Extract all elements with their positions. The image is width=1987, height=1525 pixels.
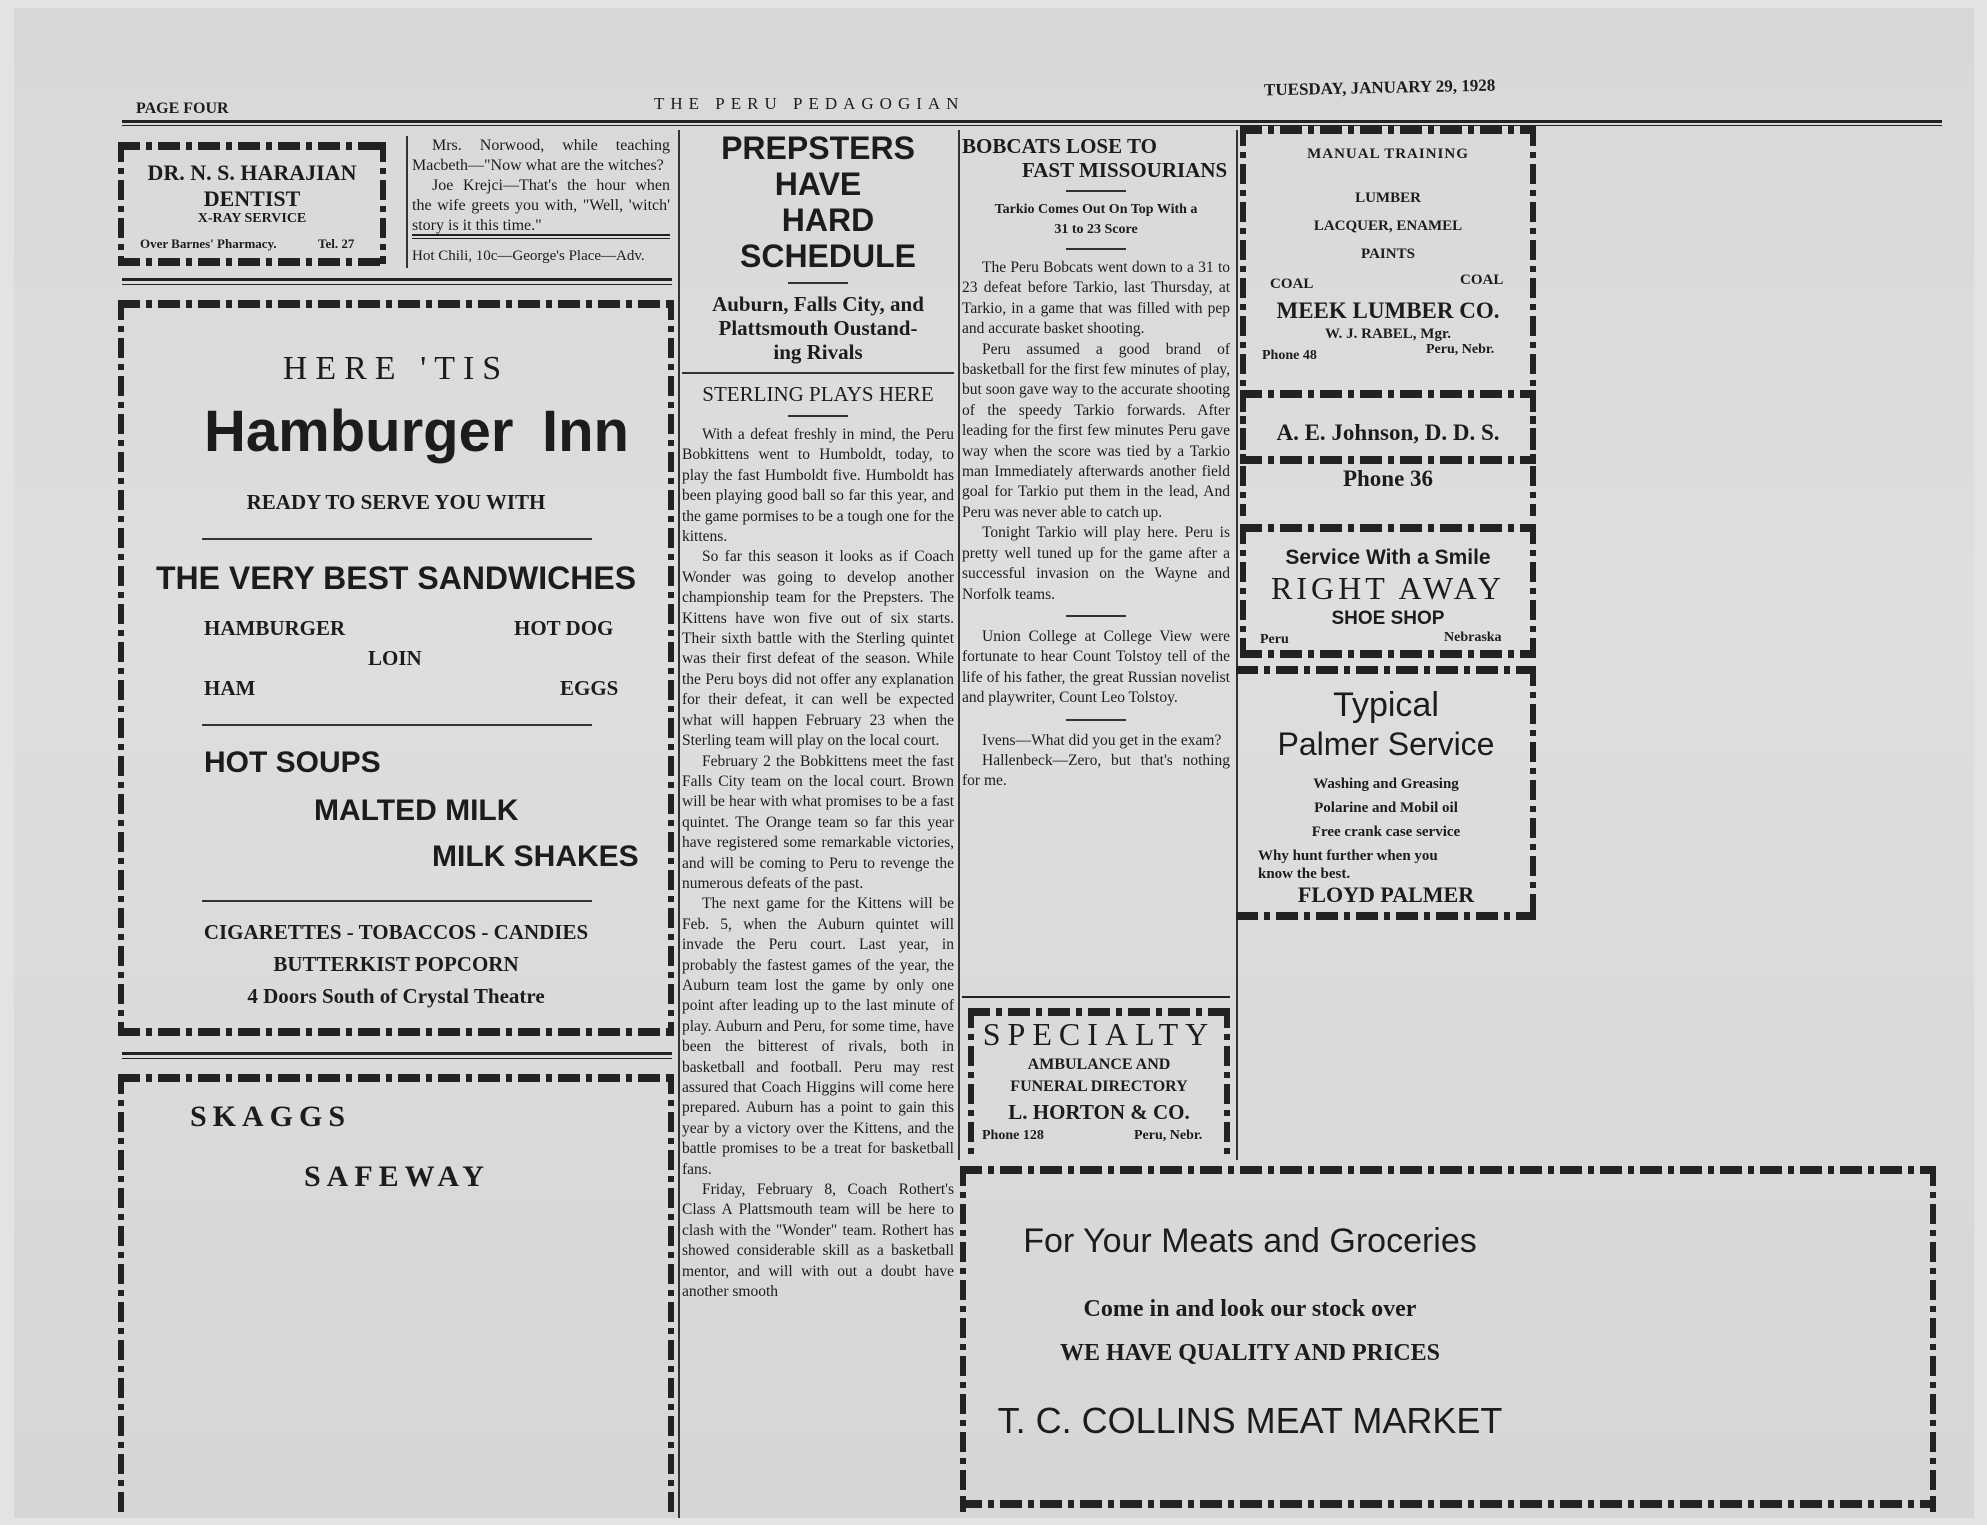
paper-title: THE PERU PEDAGOGIAN (654, 94, 965, 113)
right-away-city: Peru (1260, 632, 1289, 647)
section-rule-2 (122, 1052, 672, 1055)
dentist-title: DENTIST (203, 186, 301, 211)
shoe-shop: SHOE SHOP (1331, 608, 1445, 629)
why-hunt-line: Why hunt further when you (1258, 848, 1438, 864)
paints-line: PAINTS (1361, 246, 1415, 262)
item-hot-dog: HOT DOG (514, 616, 614, 640)
ivens-joke (962, 731, 1230, 792)
prepsters-deck-2: Plattsmouth Oustand- (718, 316, 918, 340)
horton-name: L. HORTON & CO. (1008, 1100, 1190, 1124)
item-loin: LOIN (368, 646, 422, 670)
crank-case-line: Free crank case service (1311, 824, 1461, 840)
funeral-line: FUNERAL DIRECTORY (1010, 1078, 1188, 1095)
palmer-ad (1236, 666, 1536, 920)
right-away-name: RIGHT AWAY (1271, 570, 1505, 606)
washing-line: Washing and Greasing (1313, 776, 1459, 792)
harajian-ad (118, 142, 386, 264)
inn-location: 4 Doors South of Crystal Theatre (247, 984, 545, 1008)
johnson-phone: Phone 36 (1342, 466, 1434, 491)
section-rule-thin (122, 284, 672, 285)
bobcats-deck-2: 31 to 23 Score (1054, 222, 1138, 237)
collins-name: T. C. COLLINS MEAT MARKET (997, 1400, 1503, 1441)
section-rule-2-thin (122, 1058, 672, 1059)
dentist-location: Over Barnes' Pharmacy. (140, 236, 277, 251)
joke-norwood: Mrs. Norwood, while teaching Macbeth—"Now what are the witches? (412, 137, 670, 174)
prepsters-paragraph: Friday, February 8, Coach Rothert's Class A Plattsmouth team will be here to clash with the "Wonder" team. Rothert has showed considerable skill as a basketball mentor, and will with out a doubt have another smooth (682, 1181, 954, 1301)
masthead-rule-thin (122, 125, 1942, 126)
dentist-name: DR. N. S. HARAJIAN (147, 160, 357, 185)
bobcats-deck-1: Tarkio Comes Out On Top With a (994, 202, 1198, 217)
specialty-head: SPECIALTY (982, 1016, 1216, 1052)
skaggs-name: SKAGGS (190, 1100, 352, 1133)
prepsters-article (682, 130, 954, 1302)
union-college-item (962, 627, 1230, 709)
horton-location: Peru, Nebr. (1134, 1128, 1203, 1143)
lumber-line: LUMBER (1355, 190, 1421, 206)
milk-shakes: MILK SHAKES (432, 840, 639, 873)
bobcats-headline-2: FAST MISSOURIANS (1022, 158, 1228, 182)
right-away-state: Nebraska (1444, 630, 1502, 645)
skaggs-ad (118, 1074, 674, 1514)
inn-name-left: Hamburger (204, 399, 514, 464)
ivens-line: Ivens—What did you get in the exam? (982, 731, 1222, 749)
issue-date: TUESDAY, JANUARY 29, 1928 (1263, 75, 1496, 100)
service-smile: Service With a Smile (1285, 546, 1491, 569)
here-tis: HERE 'TIS (282, 350, 510, 387)
meats-groceries: For Your Meats and Groceries (1023, 1222, 1477, 1260)
meek-name: MEEK LUMBER CO. (1276, 298, 1500, 323)
know-best-line: know the best. (1258, 866, 1351, 882)
item-hamburger: HAMBURGER (204, 616, 346, 640)
prepsters-paragraph: So far this season it looks as if Coach Wonder was going to develop another championship team for the Prepsters. The Kittens have won five out of six starts. Their sixth battle with the Sterling quintet was their first defeat of the season. While the Peru boys did not offer any explanation for their defeat, it can well be expected what will happen February 23 when the Sterling team will play on the local court. (682, 548, 954, 750)
safeway-name: SAFEWAY (304, 1160, 490, 1193)
palmer-service: Palmer Service (1277, 726, 1495, 762)
column-divider (1236, 130, 1238, 1160)
bobcats-paragraph: Peru assumed a good brand of basketball for the first few minutes of play, but soon gave way to the accurate shooting of the speedy Tarkio forwards. After leading for the first few minutes Peru gave way when the score was tied by a Tarkio man Immediately afterwards another field goal for Tarkio put them in the lead, And Peru was never able to catch up. (962, 340, 1230, 521)
prepsters-deck-3: ing Rivals (773, 340, 863, 364)
horton-ad (968, 1008, 1230, 1154)
inn-rule-3 (202, 900, 592, 902)
bobcats-paragraph: Tonight Tarkio will play here. Peru is pretty well tuned up for the game after a successful invasion on the Wayne and Norfolk teams. (962, 524, 1230, 603)
meek-phone: Phone 48 (1262, 348, 1317, 363)
inn-rule-1 (202, 538, 592, 540)
masthead-rule (122, 120, 1942, 123)
right-away-ad (1240, 524, 1536, 658)
item-eggs: EGGS (560, 676, 619, 700)
meek-manager: W. J. RABEL, Mgr. (1325, 326, 1451, 342)
joke-krejci: Joe Krejci—That's the hour when the wife greets you with, "Well, 'witch' story is it this time." (412, 177, 670, 234)
hallenbeck-line: Hallenbeck—Zero, but that's nothing for me. (962, 751, 1230, 790)
jokes-rule-thin (412, 238, 670, 239)
bobcats-article (962, 134, 1230, 1004)
prepsters-headline-2: HARD SCHEDULE (739, 202, 916, 274)
inn-rule-2 (202, 724, 592, 726)
prepsters-subhead: STERLING PLAYS HERE (702, 382, 934, 406)
meek-location: Peru, Nebr. (1426, 342, 1495, 357)
newspaper-page (14, 8, 1974, 1518)
hot-soups: HOT SOUPS (204, 746, 381, 779)
page-label: PAGE FOUR (136, 100, 229, 117)
ready-to-serve: READY TO SERVE YOU WITH (246, 490, 546, 514)
polarine-line: Polarine and Mobil oil (1314, 800, 1458, 816)
hamburger-inn-ad (118, 300, 674, 1036)
collins-ad (960, 1166, 1936, 1512)
ambulance-line: AMBULANCE AND (1027, 1056, 1171, 1073)
bobcats-paragraph: The Peru Bobcats went down to a 31 to 23 defeat before Tarkio, last Thursday, at Tarkio, in a game that was filled with pep and accurate basket shooting. (962, 259, 1230, 338)
bobcats-rule (962, 996, 1230, 998)
prepsters-paragraph: February 2 the Bobkittens meet the fast Falls City team on the local court. Brown will be hear with what promises to be a fast quintet. The Orange team so far this year have registered some remarkable victories, and will be coming to Peru to revenge the numerous defeats of the past. (682, 752, 954, 892)
prepsters-body (682, 425, 954, 1302)
best-sandwiches: THE VERY BEST SANDWICHES (155, 560, 637, 596)
cigarettes-line: CIGARETTES - TOBACCOS - CANDIES (203, 920, 589, 944)
quality-line: WE HAVE QUALITY AND PRICES (1059, 1340, 1441, 1366)
johnson-name: A. E. Johnson, D. D. S. (1276, 420, 1500, 445)
column-divider (406, 136, 408, 268)
chili-adv: Hot Chili, 10c—George's Place—Adv. (412, 248, 645, 264)
horton-phone: Phone 128 (982, 1128, 1044, 1143)
bobcats-body (962, 258, 1230, 605)
typical-line: Typical (1333, 686, 1439, 724)
manual-training: MANUAL TRAINING (1307, 146, 1469, 162)
prepsters-paragraph: The next game for the Kittens will be Feb. 5, when the Auburn quintet will invade the Peru court. Last year, in probably the fastest games of the year, the Auburn team lost the game by only one point after leading up to the last minute of play. Auburn and Peru, for some time, have been the bitterest of rivals, both in basketball and football. Peru may rest assured that Coach Higgins will come here prepared. Auburn has a point to gain this year by a victory over the Kittens, and the battle promises to be a treat for basketball fans. (682, 895, 954, 1178)
union-paragraph: Union College at College View were fortunate to hear Count Tolstoy tell of the life of his father, the great Russian novelist and playwriter, Count Leo Tolstoy. (962, 627, 1230, 707)
popcorn-line: BUTTERKIST POPCORN (273, 952, 519, 976)
column-divider (958, 130, 960, 1160)
prepsters-deck-1: Auburn, Falls City, and (712, 292, 924, 316)
lacquer-line: LACQUER, ENAMEL (1313, 218, 1463, 234)
coal-left: COAL (1270, 276, 1314, 292)
floyd-palmer: FLOYD PALMER (1297, 882, 1475, 907)
coal-right: COAL (1460, 272, 1504, 288)
column-divider (678, 130, 680, 1518)
prepsters-headline-1: PREPSTERS HAVE (721, 130, 915, 202)
section-rule (122, 278, 672, 281)
bobcats-headline-1: BOBCATS LOSE TO (962, 134, 1157, 158)
jokes-rule (412, 234, 670, 236)
come-in-line: Come in and look our stock over (1083, 1296, 1417, 1322)
jokes-block (412, 136, 670, 236)
dentist-tel: Tel. 27 (318, 236, 355, 251)
johnson-ad (1240, 390, 1536, 516)
inn-name-right: Inn (542, 399, 629, 464)
xray-service: X-RAY SERVICE (197, 211, 307, 226)
item-ham: HAM (204, 676, 256, 700)
malted-milk: MALTED MILK (314, 794, 519, 827)
prepsters-paragraph: With a defeat freshly in mind, the Peru Bobkittens went to Humboldt, today, to play the fast Humboldt five. Humboldt has been playing good ball so far this year, and the game pormises to be a tough one for the kittens. (682, 426, 954, 546)
